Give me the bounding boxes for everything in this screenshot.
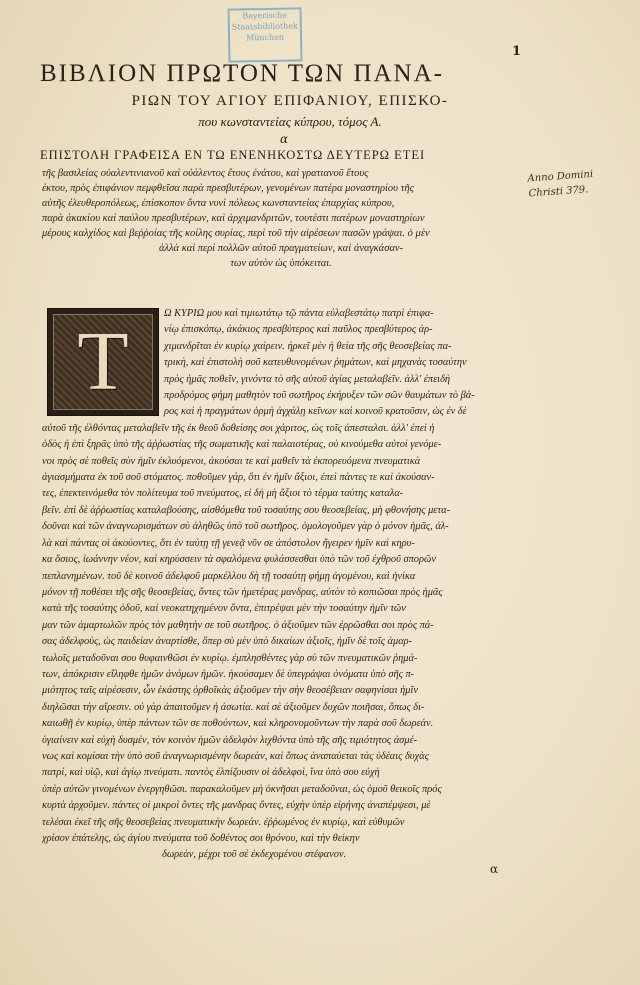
- body-line: μιότητος ταῖς αἱρέσεσιν, ὧν ἑκάστης ὀρθοῖκὰς ἀξιοῦμεν τὴν σὴν θεοσέβειαν σαφηνίσαι ἡμῖν: [42, 685, 418, 697]
- body-line: ὁδὸς ἡ ἐπὶ ξηρᾶς ὑπὸ τῆς ἀῤῥωστίας τῆς σωματικῆς καὶ παλαιοτέρας, οὐ κινούμεθα αὐτοὶ γενόμε-: [42, 439, 442, 451]
- body-line: ὑγιαίνειν καὶ εὐχὴ δυσμὲν, τὸν κοινὸν ἡμῶν ἀδελφὸν λιχθόντα ὑπὸ τῆς σῆς τιμιότητος ἀσμέ-: [42, 734, 418, 746]
- body-line: τελέσαι ἐκεῖ τῆς σῆς θεοσεβείας πνευματικὴν δωρεάν. ἐῤῥωμένος ἐν κυρίῳ, καὶ εὐθυμῶν: [42, 816, 405, 828]
- intro-line: τῆς βασιλείας οὐαλεντινιανοῦ καὶ οὐάλεντος ἔτους ἐνάτου, καὶ γρατιανοῦ ἔτους: [42, 168, 369, 179]
- epistle-body: [42, 306, 522, 864]
- body-line: λὰ καὶ πάντας οἱ ἀκούοντες, ὅτι ἐν ταύτῃ τῇ γενεᾷ νῦν σε ἀπόστολον ἤγειρεν ἡμῖν καὶ κηρυ-: [42, 537, 415, 549]
- body-line: των, ἀπόκρισιν εἴληφθε ἡμῶν ἀνόμων ἡμῶν. ἠκούσαμεν δὲ ὑπεγράψαι ὀνόματα ὑπὸ σῆς π-: [42, 668, 415, 680]
- body-line: κα ὅσιος, ἰωάννην νέον, καὶ κηρύσσειν τὰ σφαλόμενα φυλάσσεσθαι ὑπὸ τῶν τοῦ ἐχθροῦ σπορῶν: [42, 554, 436, 566]
- margin-note-line-1: Anno Domini: [527, 168, 594, 185]
- body-line: χιμανδρῖται ἐν κυρίῳ χαίρειν. ἠρκεῖ μὲν ἡ θεία τῆς σῆς θεοσεβείας πα-: [164, 340, 452, 352]
- body-line: πεπλανημένων. τοῦ δὲ κοινοῦ ἀδελφοῦ μαρκέλλου δὴ τῇ τοσαύτῃ φήμῃ ἀγομένου, καὶ ἡνίκα: [42, 570, 416, 582]
- intro-line: μέρους καλχίδος καὶ βεῤῥοίας τῆς κοίλης συρίας, περὶ τοῦ τὴν αἱρέσεων πασῶν γράψαι. ὁ μὲν: [42, 228, 430, 239]
- body-line: τρικὴ, καὶ ἐπιστολὴ σοῦ κατευθυνομένων ῥημάτων, καὶ μηχανὰς τοσαύτην: [164, 357, 467, 369]
- intro-line: παρὰ ἀκακίου καὶ παύλου πρεσβυτέρων, καὶ ἀρχιμανδριτῶν, τουτέστι πατέρων μοναστηρίων: [42, 213, 425, 224]
- body-line: ὑπὲρ αὐτῶν γινομένων ἐνεργηθῶσι. παρακαλοῦμεν μὴ ὀκνῆσαι μεταδοῦναι, ὡς ὁμοῦ θεικοῖς πρός: [42, 783, 442, 795]
- body-line: κυρτὰ ἀρχοῦμεν. πάντες οἱ μικροὶ ὄντες τῆς μανδρας ὄντες, εὐχὴν ὑπὲρ εἰρήνης ἀναπέμψεσι, μὲ: [42, 800, 431, 812]
- intro-line: ἐκτου, πρὸς ἐπιφάνιον πεμφθεῖσα παρὰ πρεσβυτέρων, γενομένων πατέρα μοναστηρίου τῆς: [42, 183, 414, 194]
- epistle-heading: ΕΠΙΣΤΟΛΗ ΓΡΑΦΕΙΣΑ ΕΝ ΤΩ ΕΝΕΝΗΚΟΣΤΩ ΔΕΥΤΕΡΩ ΕΤΕΙ: [40, 148, 426, 162]
- body-line: βεῖν. ἐπὶ δὲ ἀῤῥωστίας καταλαβούσης, αἰσθόμεθα τοῦ τοσαύτης σου θεοσεβείας, μὴ φθονήσης μετα-: [42, 504, 451, 516]
- title-line-3: που κωνσταντείας κύπρου, τόμος Α.: [198, 114, 382, 129]
- signature-mark: α: [280, 132, 289, 146]
- epistle-intro: [42, 166, 520, 271]
- library-stamp: [228, 7, 303, 62]
- body-line: χρίσον ἐπάτελης, ὡς ἁγίου πνεύματα τοῦ δοθέντος σοι θρόνου, καὶ τὴν θείκην: [42, 833, 360, 844]
- body-line: προδρόμος φήμη μαθητὸν τοῦ σωτῆρος ἐκήρυξεν τῶν σῶν θαυμάτων τὸ βά-: [164, 390, 475, 402]
- body-line: πατρί, καὶ υἱῷ, καὶ ἁγίῳ πνεύματι. παντὸς ἐλπίζουσιν οἱ ἀδελφοὶ, ἵνα ὑπὸ σου εὐχὴ: [42, 767, 380, 779]
- body-line: δωρεὰν, μέχρι τοῦ σὲ ἐκδεχομένου στέφανον.: [162, 849, 347, 861]
- intro-line: ἀλλὰ καὶ περὶ πολλῶν αὐτοῦ πραγματείων, καὶ ἀναγκάσαν-: [158, 243, 404, 254]
- body-line: τες, ἐπεκτεινόμεθα τὸν πολίτευμα τοῦ πνεύματος, εἰ δὴ μὴ ἄξιοι τὸ τέρμα ταύτης καταλα-: [42, 488, 404, 500]
- body-line: νως καὶ κομίσαι τὴν ὑπὸ σοῦ ἀναγνωρισμένην δωρεὰν, καὶ ὅπως ἀναπαύεται τὰς ὑδέαις δυχὰς: [42, 750, 429, 762]
- body-line: σας ἀδελφοὺς, ὡς παιδείαν ἀναρτίσθε, ὅπερ σὺ μὲν ὑπὸ δικαίων ἀξιοῖς, ἡμῖν δὲ τοῖς ἁμαρ-: [42, 636, 413, 648]
- title-line-1: ΒΙΒΛΙΟΝ ΠΡΩΤΟΝ ΤΩΝ ΠΑΝΑ-: [40, 60, 444, 87]
- margin-note-line-2: Christi 379.: [528, 184, 589, 200]
- body-line: διηλῶσαι τὴν αἵρεσιν. οὐ γὰρ ἀπαιτοῦμεν ἡ ἀσωτία. καὶ σὲ ἀξιοῦμεν δυχῶν ποιῆσαι, ὅπως δι-: [42, 701, 425, 713]
- body-line: μόνον τῇ ποθέσει τῆς σῆς θεοσεβείας, ὄντες τῶν ἡμετέρας μανδρας, αὐτὸν τὸ κοπιῶσαι πρὸς ἡμᾶς: [42, 586, 443, 598]
- intro-line: των αὐτὸν ὡς ὑπόκειται.: [230, 258, 332, 269]
- catchword: α: [490, 862, 499, 876]
- body-line: πρὸς ἡμᾶς ποθεῖν, γινόντα τὸ σῆς αὐτοῦ ἁγίας μεταλαβεῖν. ἀλλ' ἐπειδὴ: [164, 373, 451, 385]
- folio-number: 1: [512, 44, 522, 59]
- body-line: ἀγιασμήματα ἐκ τοῦ σοῦ στόματος. ποθοῦμεν γάρ, ὅτι ἐν ἡμῖν ἄξιοι, ἐπεὶ πάντες τε καὶ ἀκούσαν-: [42, 472, 435, 484]
- stamp-line-3: München: [245, 32, 285, 43]
- body-line: Ω ΚΥΡΙΩ μου καὶ τιμιωτάτῳ τῷ πάντα εὐλαβεστάτῳ πατρὶ ἐπιφα-: [164, 308, 434, 319]
- body-line: νίῳ ἐπισκόπῳ, ἀκάκιος πρεσβύτερος καὶ παῦλος πρεσβύτερος ἀρ-: [164, 324, 433, 336]
- body-line: δοῦναι καὶ τῶν ἀναγνωρισμάτων σὺ ἀληθῶς ὑπὸ τοῦ σωτῆρος. ὁμολογοῦμεν γὰρ ὁ μόνον ἡμᾶς, ἀλ-: [42, 521, 449, 533]
- body-line: τωλοῖς μεταδοῦναι σου θυφαινθῶσι ἐν κυρίῳ. ἐμπλησθέντες γὰρ σὺ τῶν πνευματικῶν ῥημά-: [42, 652, 418, 664]
- body-line: ρος καὶ ἡ πραγμάτων ὁρμὴ ἀγχάλῃ κεῖνων καὶ κοινοῦ κρατοῦσιν, ὡς ἐν δὲ: [164, 406, 467, 418]
- title-line-2: ΡΙΩΝ ΤΟΥ ΑΓΙΟΥ ΕΠΙΦΑΝΙΟΥ, ΕΠΙΣΚΟ-: [131, 93, 449, 109]
- body-line: κατὰ τῆς τοσαύτης ὁδοῦ, καὶ νεοκατηχημένον ὄντα, ἐπιτρέψαι μὲν τὴν τοσαύτην ἡμῖν τῶν: [42, 603, 406, 615]
- stamp-line-2: Staatsbibliothek: [231, 21, 299, 32]
- body-line: νοι πρὸς σὲ ποθεῖς σὺν ἡμῖν ἐκλυόμενοι, ἀκούσαι τε καὶ μαθεῖν τὰ ἐκπορευόμενα πνευματικὰ: [42, 455, 421, 467]
- body-line: μαν τῶν ἀμαρτωλῶν πρὸς τὸν μαθητὴν σε τοῦ σωτῆρος. ὁ ἀξιοῦμεν τῶν ἐρρῶσθαι σοι πρὸς πά-: [42, 619, 434, 631]
- handwritten-margin-note: [527, 165, 629, 202]
- initial-letter: Τ: [77, 315, 129, 408]
- body-line: καιωθῇ ἐν κυρίῳ, ὑπὲρ πάντων τῶν σε ποθούντων, καὶ κληρονομοῦντων τὴν παρὰ σοῦ δωρεάν.: [42, 718, 434, 730]
- intro-line: αὐτῆς ἐλευθεροπόλεως, ἐπίσκοπον ὄντα νυνὶ πόλεως κωνσταντείας ἐπαρχίας κύπρου,: [42, 198, 395, 209]
- body-line: αὐτοῦ τῆς ἐλθόντας μεταλαβεῖν τῆς ἐκ θεοῦ δοθείσης σοι χάριτος, ὡς τοῖς ἀπεσταλσι. ἀλλ' ἐπεὶ ἡ: [42, 422, 435, 434]
- stamp-line-1: Bayerische: [242, 10, 288, 21]
